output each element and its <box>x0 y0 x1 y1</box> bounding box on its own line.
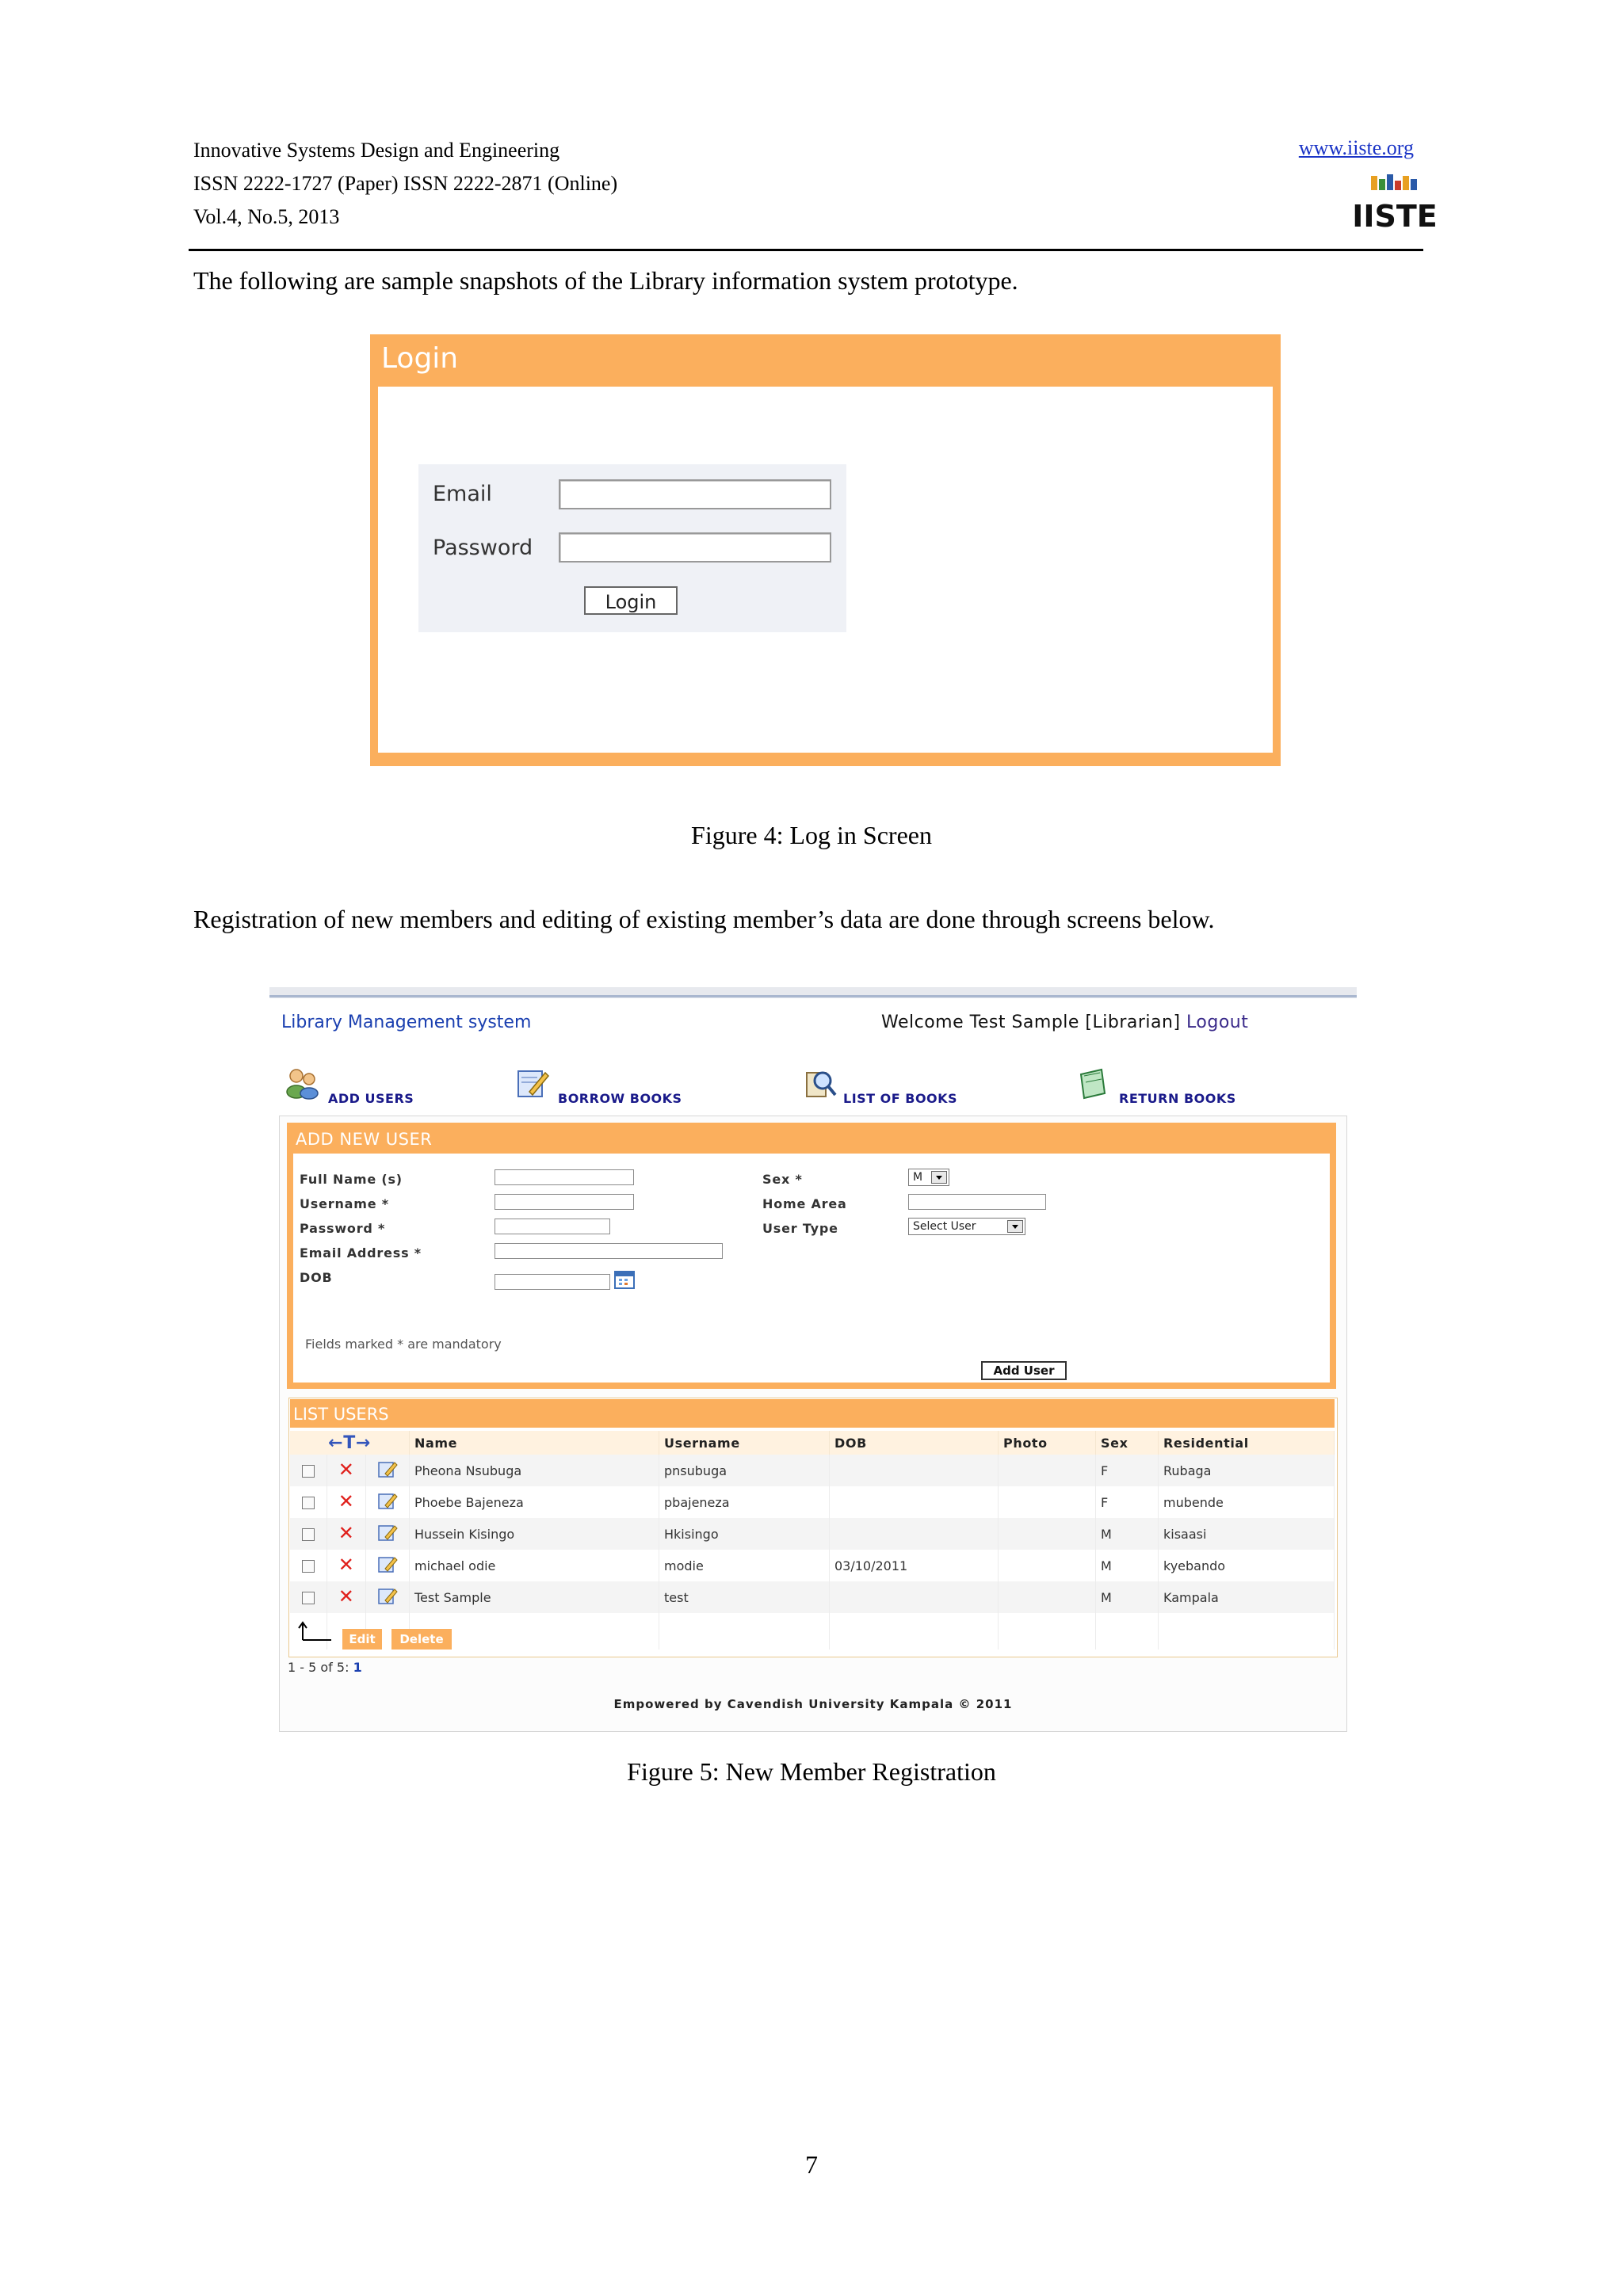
cell-username: pbajeneza <box>659 1486 830 1518</box>
row-checkbox-cell[interactable] <box>290 1581 327 1613</box>
cell-residential: mubende <box>1159 1486 1335 1518</box>
row-checkbox[interactable] <box>302 1592 315 1604</box>
cell-dob <box>830 1581 999 1613</box>
row-checkbox-cell[interactable] <box>290 1518 327 1550</box>
row-delete-cell[interactable] <box>327 1455 365 1486</box>
row-checkbox[interactable] <box>302 1497 315 1509</box>
user-type-label: User Type <box>762 1221 838 1236</box>
cell-dob <box>830 1486 999 1518</box>
volume-line: Vol.4, No.5, 2013 <box>193 205 340 228</box>
iiste-logo <box>1352 173 1438 234</box>
email-input-reg[interactable] <box>495 1243 723 1259</box>
row-checkbox[interactable] <box>302 1560 315 1573</box>
email-label: Email <box>433 482 492 506</box>
delete-icon[interactable]: ✕ <box>338 1490 354 1512</box>
empty-cell <box>999 1613 1096 1650</box>
empty-cell <box>659 1613 830 1650</box>
login-title: Login <box>381 342 459 375</box>
registration-paragraph: Registration of new members and editing of existing member’s data are done through screens below. <box>193 905 1215 933</box>
browser-strip-line <box>269 995 1357 997</box>
row-checkbox[interactable] <box>302 1465 315 1478</box>
users-table <box>290 1431 1335 1650</box>
figure5-caption: Figure 5: New Member Registration <box>627 1757 996 1786</box>
list-books-icon[interactable] <box>804 1066 838 1100</box>
row-delete-cell[interactable] <box>327 1518 365 1550</box>
figure4-caption: Figure 4: Log in Screen <box>691 821 932 849</box>
cell-residential: kyebando <box>1159 1550 1335 1581</box>
chevron-down-icon <box>931 1171 947 1184</box>
cell-photo <box>999 1486 1096 1518</box>
sort-arrows[interactable]: ←T→ <box>290 1431 410 1455</box>
chevron-down-icon <box>1007 1220 1023 1233</box>
password-label-reg: Password * <box>300 1221 386 1236</box>
home-area-label: Home Area <box>762 1196 847 1211</box>
cell-dob: 03/10/2011 <box>830 1550 999 1581</box>
email-input[interactable] <box>559 479 831 509</box>
add-user-title: ADD NEW USER <box>296 1130 433 1149</box>
row-edit-cell[interactable] <box>365 1455 409 1486</box>
page-number: 7 <box>805 2150 818 2179</box>
mandatory-note: Fields marked * are mandatory <box>305 1337 502 1352</box>
sex-select[interactable] <box>908 1169 949 1186</box>
edit-icon[interactable] <box>377 1523 398 1542</box>
row-edit-cell[interactable] <box>365 1550 409 1581</box>
row-checkbox-cell[interactable] <box>290 1455 327 1486</box>
cell-name: michael odie <box>410 1550 659 1581</box>
row-edit-cell[interactable] <box>365 1581 409 1613</box>
nav-return-books[interactable]: RETURN BOOKS <box>1119 1091 1236 1106</box>
list-users-title: LIST USERS <box>293 1405 389 1424</box>
empty-cell <box>1159 1613 1335 1650</box>
cell-sex: M <box>1096 1550 1159 1581</box>
empty-cell <box>1096 1613 1159 1650</box>
username-label: Username * <box>300 1196 389 1211</box>
row-checkbox[interactable] <box>302 1528 315 1541</box>
col-sex[interactable]: Sex <box>1096 1431 1159 1455</box>
select-all-arrow-icon <box>296 1619 333 1643</box>
delete-button[interactable]: Delete <box>391 1629 452 1650</box>
pager-text: 1 - 5 of 5: <box>288 1660 349 1675</box>
cell-name: Phoebe Bajeneza <box>410 1486 659 1518</box>
row-edit-cell[interactable] <box>365 1518 409 1550</box>
cell-name: Hussein Kisingo <box>410 1518 659 1550</box>
pager <box>288 1660 362 1675</box>
nav-add-users[interactable]: ADD USERS <box>328 1091 414 1106</box>
logo-text: IISTE <box>1352 199 1438 234</box>
username-input[interactable] <box>495 1194 634 1210</box>
cell-name: Pheona Nsubuga <box>410 1455 659 1486</box>
home-area-input[interactable] <box>908 1194 1046 1210</box>
cell-username: Hkisingo <box>659 1518 830 1550</box>
password-input-reg[interactable] <box>495 1219 610 1234</box>
password-input[interactable] <box>559 532 831 563</box>
delete-icon[interactable]: ✕ <box>338 1459 354 1481</box>
add-user-button[interactable]: Add User <box>981 1361 1067 1380</box>
cell-dob <box>830 1455 999 1486</box>
delete-icon[interactable]: ✕ <box>338 1585 354 1608</box>
delete-icon[interactable]: ✕ <box>338 1522 354 1544</box>
cell-photo <box>999 1518 1096 1550</box>
cell-photo <box>999 1581 1096 1613</box>
cell-photo <box>999 1550 1096 1581</box>
edit-icon[interactable] <box>377 1554 398 1573</box>
row-checkbox-cell[interactable] <box>290 1486 327 1518</box>
table-row[interactable] <box>290 1581 1335 1613</box>
sex-value: M <box>913 1171 923 1184</box>
edit-icon[interactable] <box>377 1459 398 1478</box>
col-dob[interactable]: DOB <box>830 1431 999 1455</box>
user-type-select[interactable] <box>908 1218 1025 1235</box>
email-label-reg: Email Address * <box>300 1245 422 1261</box>
cell-sex: M <box>1096 1518 1159 1550</box>
col-username[interactable]: Username <box>659 1431 830 1455</box>
col-residential[interactable]: Residential <box>1159 1431 1335 1455</box>
edit-icon[interactable] <box>377 1491 398 1510</box>
logout-link[interactable]: Logout <box>1186 1013 1249 1032</box>
sex-label: Sex * <box>762 1172 803 1187</box>
row-delete-cell[interactable] <box>327 1486 365 1518</box>
row-delete-cell[interactable] <box>327 1581 365 1613</box>
user-type-value: Select User <box>913 1220 976 1233</box>
welcome-label: Welcome Test Sample [Librarian] <box>881 1013 1181 1032</box>
fullname-label: Full Name (s) <box>300 1172 403 1187</box>
cell-name: Test Sample <box>410 1581 659 1613</box>
table-row[interactable] <box>290 1550 1335 1581</box>
edit-button[interactable]: Edit <box>342 1629 382 1650</box>
nav-list-of-books[interactable]: LIST OF BOOKS <box>843 1091 958 1106</box>
list-users-header <box>290 1399 1335 1428</box>
row-checkbox-cell[interactable] <box>290 1550 327 1581</box>
cell-photo <box>999 1455 1096 1486</box>
cell-username: modie <box>659 1550 830 1581</box>
col-photo[interactable]: Photo <box>999 1431 1096 1455</box>
cell-dob <box>830 1518 999 1550</box>
dob-label: DOB <box>300 1270 333 1285</box>
row-edit-cell[interactable] <box>365 1486 409 1518</box>
issn-line: ISSN 2222-1727 (Paper) ISSN 2222-2871 (Online) <box>193 172 618 195</box>
cell-sex: F <box>1096 1486 1159 1518</box>
nav-borrow-books[interactable]: BORROW BOOKS <box>558 1091 682 1106</box>
table-header-row <box>290 1431 1335 1455</box>
login-button[interactable]: Login <box>584 586 678 615</box>
edit-icon[interactable] <box>377 1586 398 1605</box>
pager-page-link[interactable]: 1 <box>353 1660 362 1675</box>
cell-residential: Rubaga <box>1159 1455 1335 1486</box>
row-delete-cell[interactable] <box>327 1550 365 1581</box>
password-label: Password <box>433 536 533 560</box>
table-row[interactable] <box>290 1486 1335 1518</box>
dob-input[interactable] <box>495 1274 610 1290</box>
borrow-books-icon[interactable] <box>515 1066 550 1100</box>
empty-cell <box>830 1613 999 1650</box>
calendar-icon[interactable] <box>613 1269 636 1290</box>
cell-residential: kisaasi <box>1159 1518 1335 1550</box>
fullname-input[interactable] <box>495 1169 634 1185</box>
journal-title: Innovative Systems Design and Engineering <box>193 139 560 162</box>
cell-residential: Kampala <box>1159 1581 1335 1613</box>
cell-username: pnsubuga <box>659 1455 830 1486</box>
app-title: Library Management system <box>281 1013 532 1032</box>
users-icon[interactable] <box>285 1066 320 1100</box>
header-rule <box>189 249 1423 251</box>
col-name[interactable]: Name <box>410 1431 659 1455</box>
cell-sex: F <box>1096 1455 1159 1486</box>
cell-username: test <box>659 1581 830 1613</box>
site-link[interactable]: www.iiste.org <box>1298 136 1414 159</box>
delete-icon[interactable]: ✕ <box>338 1554 354 1576</box>
cell-sex: M <box>1096 1581 1159 1613</box>
return-books-icon[interactable] <box>1078 1066 1113 1100</box>
table-row[interactable] <box>290 1455 1335 1486</box>
intro-paragraph: The following are sample snapshots of the Library information system prototype. <box>193 266 1018 295</box>
app-footer: Empowered by Cavendish University Kampala © 2011 <box>613 1697 1013 1711</box>
table-row[interactable] <box>290 1518 1335 1550</box>
welcome-text <box>881 1013 1248 1032</box>
